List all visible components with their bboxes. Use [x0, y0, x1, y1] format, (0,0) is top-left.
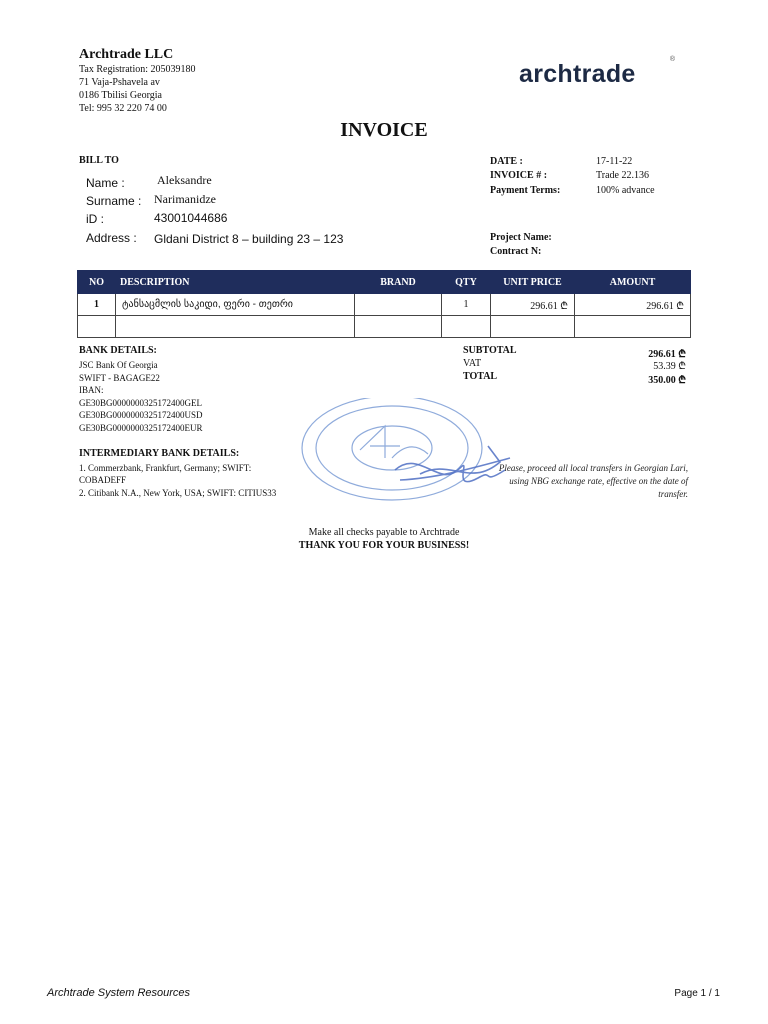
bank-name: JSC Bank Of Georgia	[79, 360, 158, 370]
id-label: iD :	[86, 212, 104, 226]
table-header-row	[78, 271, 691, 294]
cell-brand	[355, 294, 442, 316]
cell-amount: 296.61 ₾	[575, 294, 691, 316]
intermediary-line: COBADEFF	[79, 475, 127, 485]
project-name-label: Project Name:	[490, 232, 552, 243]
id-value: 43001044686	[154, 211, 228, 225]
checks-note: Make all checks payable to Archtrade	[308, 527, 460, 538]
intermediary-line: 2. Citibank N.A., New York, USA; SWIFT: CITIUS33	[79, 488, 277, 498]
thank-you-note: THANK YOU FOR YOUR BUSINESS!	[298, 540, 470, 551]
header-amount: AMOUNT	[575, 271, 691, 294]
total-value: 350.00 ₾	[648, 375, 686, 386]
cell-unit-price: 296.61 ₾	[491, 294, 575, 316]
intermediary-line: 1. Commerzbank, Frankfurt, Germany; SWIFT:	[79, 463, 252, 473]
company-city: 0186 Tbilisi Georgia	[79, 90, 162, 101]
cell-unit-price	[491, 316, 575, 338]
transfer-note: Please, proceed all local transfers in Georgian Lari, using NBG exchange rate, effective on the date of transfer.	[498, 463, 688, 499]
company-logo	[519, 56, 675, 100]
company-street: 71 Vaja-Pshavela av	[79, 77, 160, 88]
iban-gel: GE30BG0000000325172400GEL	[79, 398, 202, 408]
iban-label: IBAN:	[79, 385, 104, 395]
date-label: DATE :	[490, 156, 523, 167]
header-unit-price: UNIT PRICE	[491, 271, 575, 294]
name-label: Name :	[86, 176, 125, 190]
cell-no: 1	[78, 294, 116, 316]
vat-label: VAT	[463, 358, 482, 369]
surname-label: Surname :	[86, 194, 142, 208]
cell-amount	[575, 316, 691, 338]
address-value: Gldani District 8 – building 23 – 123	[154, 232, 344, 246]
payment-terms-label: Payment Terms:	[490, 185, 561, 196]
total-label: TOTAL	[463, 371, 498, 382]
company-name: Archtrade LLC	[79, 47, 174, 62]
cell-description	[116, 316, 355, 338]
subtotal-value: 296.61 ₾	[648, 349, 686, 360]
header-qty: QTY	[442, 271, 491, 294]
address-label: Address :	[86, 231, 137, 245]
date-value: 17-11-22	[596, 156, 633, 167]
company-phone: Tel: 995 32 220 74 00	[79, 103, 167, 114]
cell-no	[78, 316, 116, 338]
name-value: Aleksandre	[157, 173, 212, 187]
header-brand: BRAND	[355, 271, 442, 294]
invoice-title: INVOICE	[340, 119, 428, 141]
header-no: NO	[78, 271, 116, 294]
bank-details-title: BANK DETAILS:	[79, 345, 157, 356]
intermediary-bank-title: INTERMEDIARY BANK DETAILS:	[79, 448, 240, 459]
logo-text: archtrade	[519, 60, 636, 88]
payment-terms-value: 100% advance	[596, 185, 655, 196]
bank-swift: SWIFT - BAGAGE22	[79, 373, 160, 383]
table-row	[78, 294, 691, 316]
footer-company: Archtrade System Resources	[47, 987, 191, 999]
subtotal-label: SUBTOTAL	[463, 345, 517, 356]
table-row	[78, 316, 691, 338]
invoice-number-label: INVOICE # :	[490, 170, 548, 181]
registered-mark: ®	[669, 56, 675, 63]
cell-description: ტანსაცმლის საკიდი, ფერი - თეთრი	[116, 294, 355, 316]
items-table	[77, 270, 691, 338]
iban-usd: GE30BG0000000325172400USD	[79, 410, 203, 420]
cell-qty: 1	[442, 294, 491, 316]
cell-qty	[442, 316, 491, 338]
page-number: Page 1 / 1	[674, 988, 720, 999]
vat-value: 53.39 ₾	[653, 361, 686, 372]
header-description: DESCRIPTION	[116, 271, 355, 294]
contract-number-label: Contract N:	[490, 246, 542, 257]
company-tax-registration: Tax Registration: 205039180	[79, 64, 196, 75]
invoice-number-value: Trade 22.136	[596, 170, 649, 181]
cell-brand	[355, 316, 442, 338]
iban-eur: GE30BG0000000325172400EUR	[79, 423, 203, 433]
bill-to-heading: BILL TO	[79, 155, 119, 166]
surname-value: Narimanidze	[154, 192, 216, 206]
